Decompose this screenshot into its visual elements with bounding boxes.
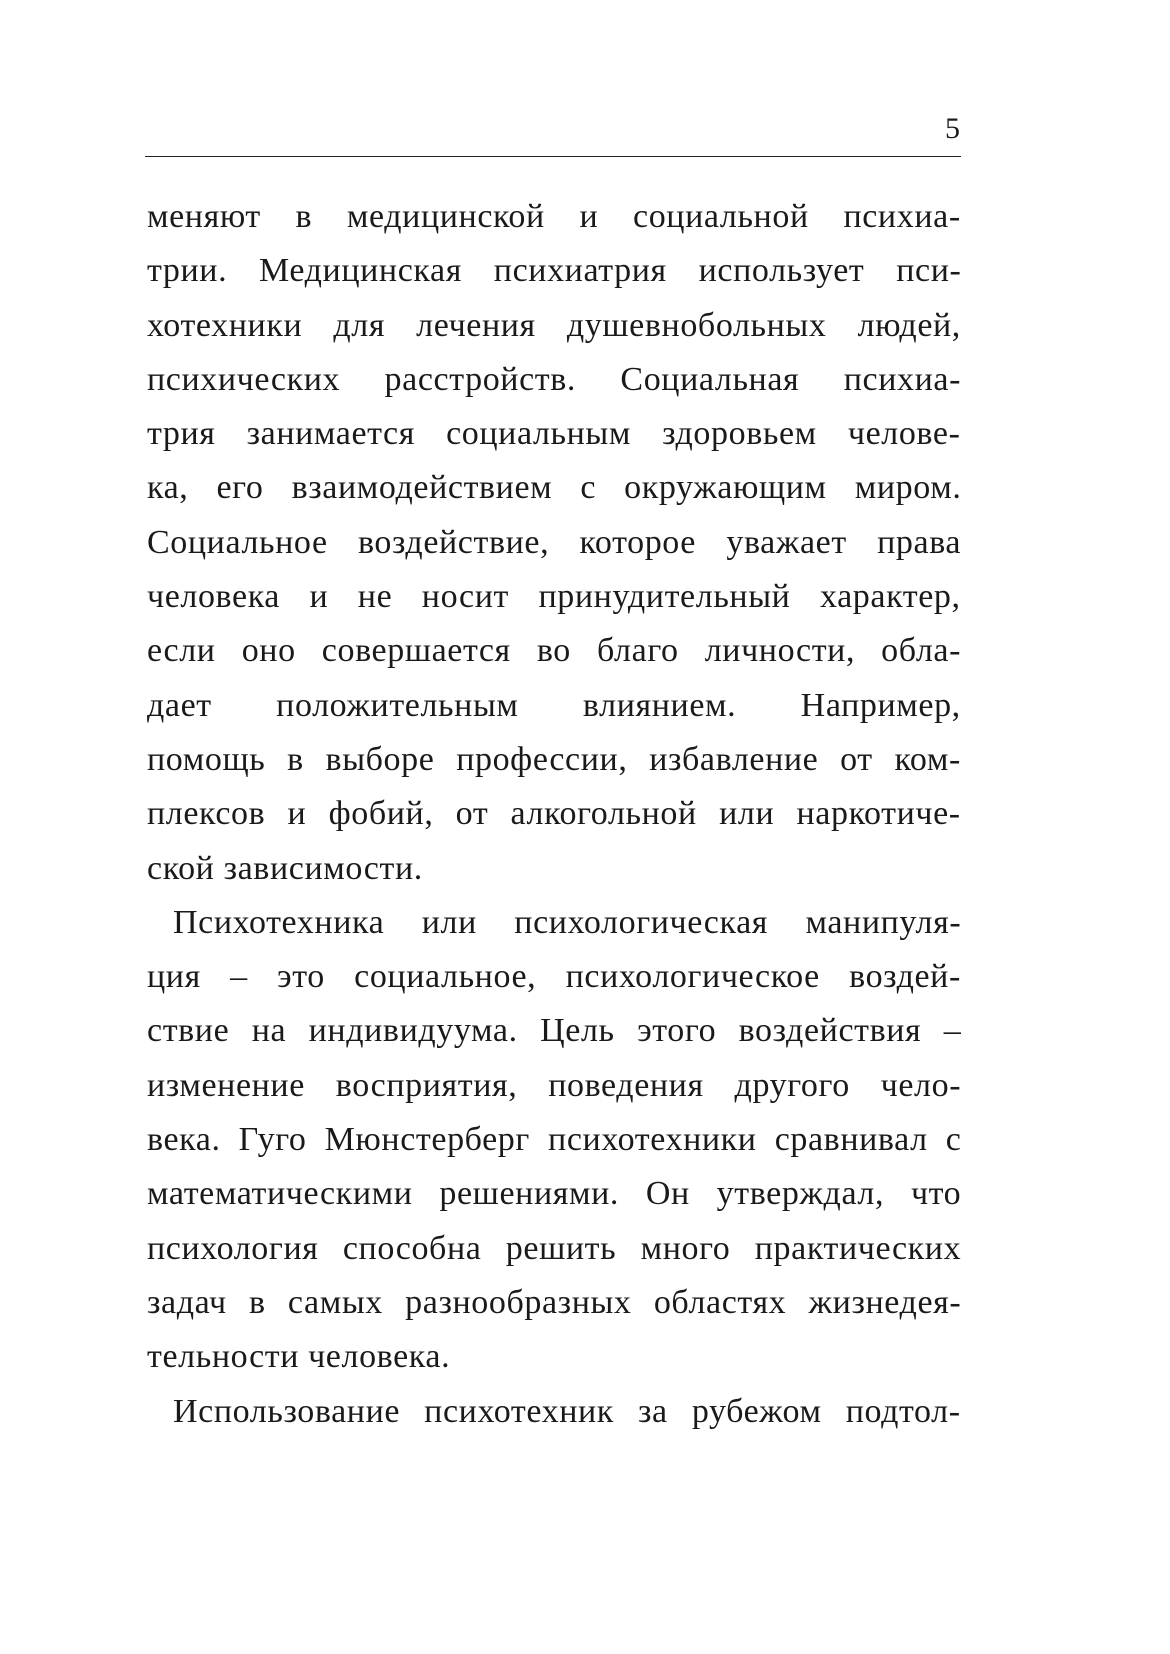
text-line: тельности человека. <box>147 1338 451 1376</box>
text-line: задач в самых разнообразных областях жизнедея- <box>147 1283 962 1321</box>
text-line: дает положительным влиянием. Например, <box>147 686 961 724</box>
text-line: помощь в выборе профессии, избавление от ком- <box>147 740 961 778</box>
paragraph-first-line: Использование психотехник за рубежом подтол- <box>173 1392 961 1430</box>
text-line: трия занимается социальным здоровьем челове- <box>147 415 961 453</box>
text-line: меняют в медицинской и социальной психиа- <box>147 198 961 235</box>
text-line: ция – это социальное, психологическое воздей- <box>147 958 961 996</box>
text-line: ка, его взаимодействием с окружающим миром. <box>147 469 962 507</box>
page-number: 5 <box>945 112 960 145</box>
body-text <box>147 190 961 1439</box>
text-line: математическими решениями. Он утверждал, что <box>147 1175 962 1213</box>
text-line: человека и не носит принудительный характер, <box>147 578 961 616</box>
text-line: если оно совершается во благо личности, обла- <box>147 632 961 670</box>
header-rule <box>145 156 961 157</box>
text-line: ской зависимости. <box>147 849 423 887</box>
text-line: века. Гуго Мюнстерберг психотехники сравнивал с <box>147 1121 962 1159</box>
text-line: трии. Медицинская психиатрия использует пси- <box>147 252 962 290</box>
text-line: психических расстройств. Социальная психиа- <box>147 360 962 398</box>
text-line: хотехники для лечения душевнобольных людей, <box>147 306 961 344</box>
paragraph-first-line: Психотехника или психологическая манипуля- <box>173 903 962 941</box>
text-line: изменение восприятия, поведения другого чело- <box>147 1066 962 1104</box>
text-line: психология способна решить много практических <box>147 1229 962 1267</box>
text-line: Социальное воздействие, которое уважает права <box>147 523 962 561</box>
text-line: плексов и фобий, от алкогольной или наркотиче- <box>147 795 961 833</box>
text-line: ствие на индивидуума. Цель этого воздействия – <box>147 1012 962 1050</box>
